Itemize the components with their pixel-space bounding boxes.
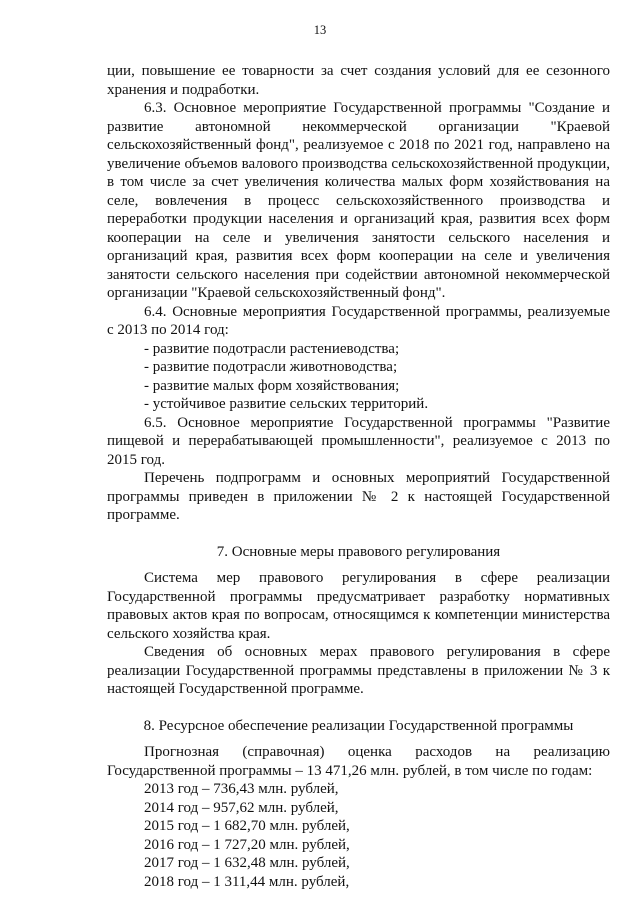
section-7-paragraph-2: Сведения об основных мерах правового регулирования в сфере реализации Государственной программы представлены в приложении № 3 к настоящей Государственной программе. [107,644,610,697]
paragraph-program-list: Перечень подпрограмм и основных мероприятий Государственной программы приведен в приложении № 2 к настоящей Государственной программе. [107,470,610,523]
list-item: - развитие подотрасли животноводства; [144,359,398,375]
paragraph-6-5: 6.5. Основное мероприятие Государственной программы "Развитие пищевой и перерабатывающей промышленности", реализуемое с 2013 по 2015 год. [107,414,610,468]
year-expense-item: 2017 год – 1 632,48 млн. рублей, [144,855,350,871]
document-body [107,62,610,891]
year-expense-item: 2018 год – 1 311,44 млн. рублей, [144,873,350,890]
paragraph-6-4: 6.4. Основные мероприятия Государственной программы, реализуемые с 2013 по 2014 год: [107,303,610,338]
year-expense-item: 2014 год – 957,62 млн. рублей, [144,799,339,816]
paragraph-6-3: 6.3. Основное мероприятие Государственной программы "Создание и развитие автономной некоммерческой организации "Краевой сельскохозяйственный фонд", реализуемое с 2018 по 2021 год, направлено на увеличение объемов валового производства сельскохозяйственной продукции, в том числе за счет увеличения количества малых форм хозяйствования на селе, вовлечения в процесс сельскохозяйственного производства и переработки продукции населения и организаций края, развития всех форм кооперации на селе и увеличения занятости сельского населения и организаций края, развития всех форм кооперации на селе и увеличения занятости сельского населения при содействии автономной некоммерческой организации "Краевой сельскохозяйственный фонд". [107,100,610,301]
year-expense-item: 2015 год – 1 682,70 млн. рублей, [144,818,350,834]
list-item: - развитие малых форм хозяйствования; [144,377,400,394]
section-7-paragraph-1: Система мер правового регулирования в сфере реализации Государственной программы предусматривает разработку нормативных правовых актов края по вопросам, относящимся к компетенции министерства сельского хозяйства края. [107,570,610,642]
year-expense-item: 2013 год – 736,43 млн. рублей, [144,781,339,797]
list-item: - устойчивое развитие сельских территорий. [144,396,429,412]
section-7-heading: 7. Основные меры правового регулирования [216,543,501,560]
paragraph-continuation: ции, повышение ее товарности за счет создания условий для ее сезонного хранения и подработки. [107,63,610,98]
section-8-heading: 8. Ресурсное обеспечение реализации Государственной программы [143,717,574,734]
section-8-paragraph-1: Прогнозная (справочная) оценка расходов на реализацию Государственной программы – 13 471,26 млн. рублей, в том числе по годам: [107,744,610,779]
page-number: 13 [313,23,327,37]
list-item: - развитие подотрасли растениеводства; [144,340,400,357]
year-expense-item: 2016 год – 1 727,20 млн. рублей, [144,836,350,853]
